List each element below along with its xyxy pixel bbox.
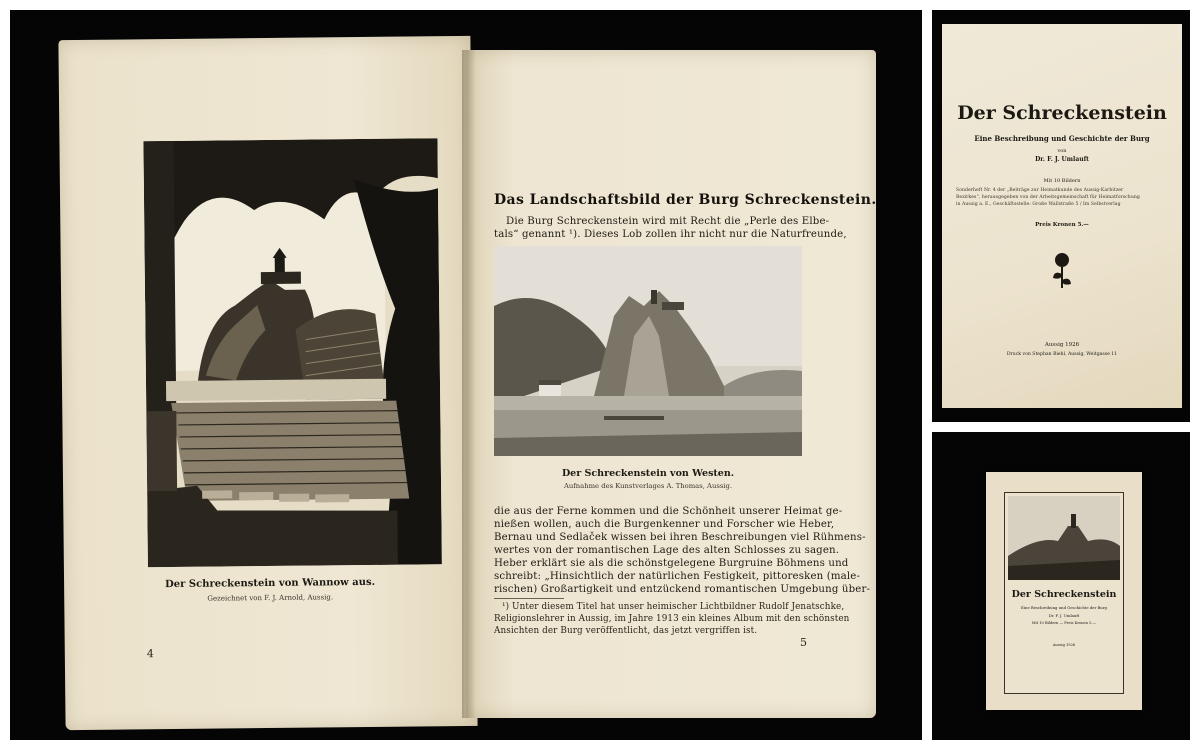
booklet-meta: Mit 10 Bildern — Preis Kronen 5.— (1031, 621, 1097, 625)
cover-title: Der Schreckenstein (957, 102, 1167, 124)
booklet-frame (1004, 492, 1124, 694)
body-line: Heber erklärt sie als die schönstgelegene Burgruine Böhmens und (494, 558, 849, 569)
body-line: wertes von der romantischen Lage des alten Schlosses zu sagen. (494, 545, 840, 556)
booklet-cover (986, 472, 1142, 710)
right-page (466, 50, 876, 718)
cover-place-year: Aussig 1926 (1044, 342, 1080, 348)
cover-series-line: in Aussig a. E., Geschäftsstelle: Große Wallstraße 5 / Im Selbstverlag (956, 202, 1121, 207)
cover-price: Preis Kronen 5.— (1035, 222, 1089, 228)
cover-series-line: Bezirkes“, herausgegeben von der Arbeitsgemeinschaft für Heimatforschung (956, 195, 1140, 200)
open-book-photo (10, 10, 922, 740)
photo-credit: Aufnahme des Kunstverlages A. Thomas, Aussig. (563, 482, 732, 490)
booklet-title: Der Schreckenstein (1011, 589, 1117, 600)
cover-photo (932, 10, 1190, 422)
intro-line: tals“ genannt ¹). Dieses Lob zollen ihr nicht nur die Naturfreunde, (494, 229, 847, 240)
footnote-line: ¹) Unter diesem Titel hat unser heimischer Lichtbildner Rudolf Jenatschke, (502, 602, 845, 612)
left-illustration-credit: Gezeichnet von F. J. Arnold, Aussig. (207, 593, 334, 603)
left-illustration-caption: Der Schreckenstein von Wannow aus. (165, 576, 376, 591)
body-line: rischen) Großartigkeit und entzückend romantischen Umgebung über- (494, 584, 871, 595)
cover-author: Dr. F. J. Umlauft (1035, 156, 1089, 163)
body-line: nießen wollen, auch die Burgenkenner und Forscher wie Heber, (494, 519, 835, 530)
section-heading: Das Landschaftsbild der Burg Schreckenstein. (494, 192, 877, 208)
body-line: Bernau und Sedlaček wissen bei ihren Beschreibungen viel Rühmens- (494, 532, 866, 543)
cover-series-line: Sonderheft Nr. 4 der „Beiträge zur Heimatkunde des Aussig-Karbitzer (956, 188, 1124, 193)
cover-printer: Druck von Stephan Biehl, Aussig, Weitgasse 11 (1006, 352, 1118, 357)
photo-caption: Der Schreckenstein von Westen. (561, 468, 735, 479)
booklet-photo (932, 432, 1190, 740)
booklet-author: Dr. F. J. Umlauft (1048, 613, 1080, 618)
castle-drawing-illustration (143, 138, 441, 567)
cover-by: von (1057, 148, 1067, 154)
footnote-line: Religionslehrer in Aussig, im Jahre 1913 ein kleines Album mit den schönsten (494, 614, 850, 624)
title-page (942, 24, 1182, 408)
book-gutter (462, 50, 476, 718)
booklet-place: Aussig 1926 (1052, 643, 1076, 647)
body-line: die aus der Ferne kommen und die Schönheit unserer Heimat ge- (494, 506, 843, 517)
page-number-left: 4 (146, 647, 154, 661)
castle-photograph (494, 246, 802, 456)
booklet-castle-image (1008, 496, 1120, 580)
booklet-subtitle: Eine Beschreibung und Geschichte der Burg (1021, 605, 1107, 610)
rose-ornament-icon (1050, 250, 1074, 290)
intro-line: Die Burg Schreckenstein wird mit Recht die „Perle des Elbe- (506, 216, 830, 227)
page-number-right: 5 (800, 636, 807, 649)
left-page (58, 36, 477, 730)
footnote-line: Ansichten der Burg veröffentlicht, das jetzt vergriffen ist. (494, 626, 758, 636)
footnote-rule (494, 598, 564, 599)
cover-subtitle: Eine Beschreibung und Geschichte der Burg (974, 134, 1150, 143)
cover-illustrations: Mit 10 Bildern (1043, 178, 1081, 184)
body-line: schreibt: „Hinsichtlich der natürlichen Festigkeit, pittoresken (male- (494, 571, 861, 582)
